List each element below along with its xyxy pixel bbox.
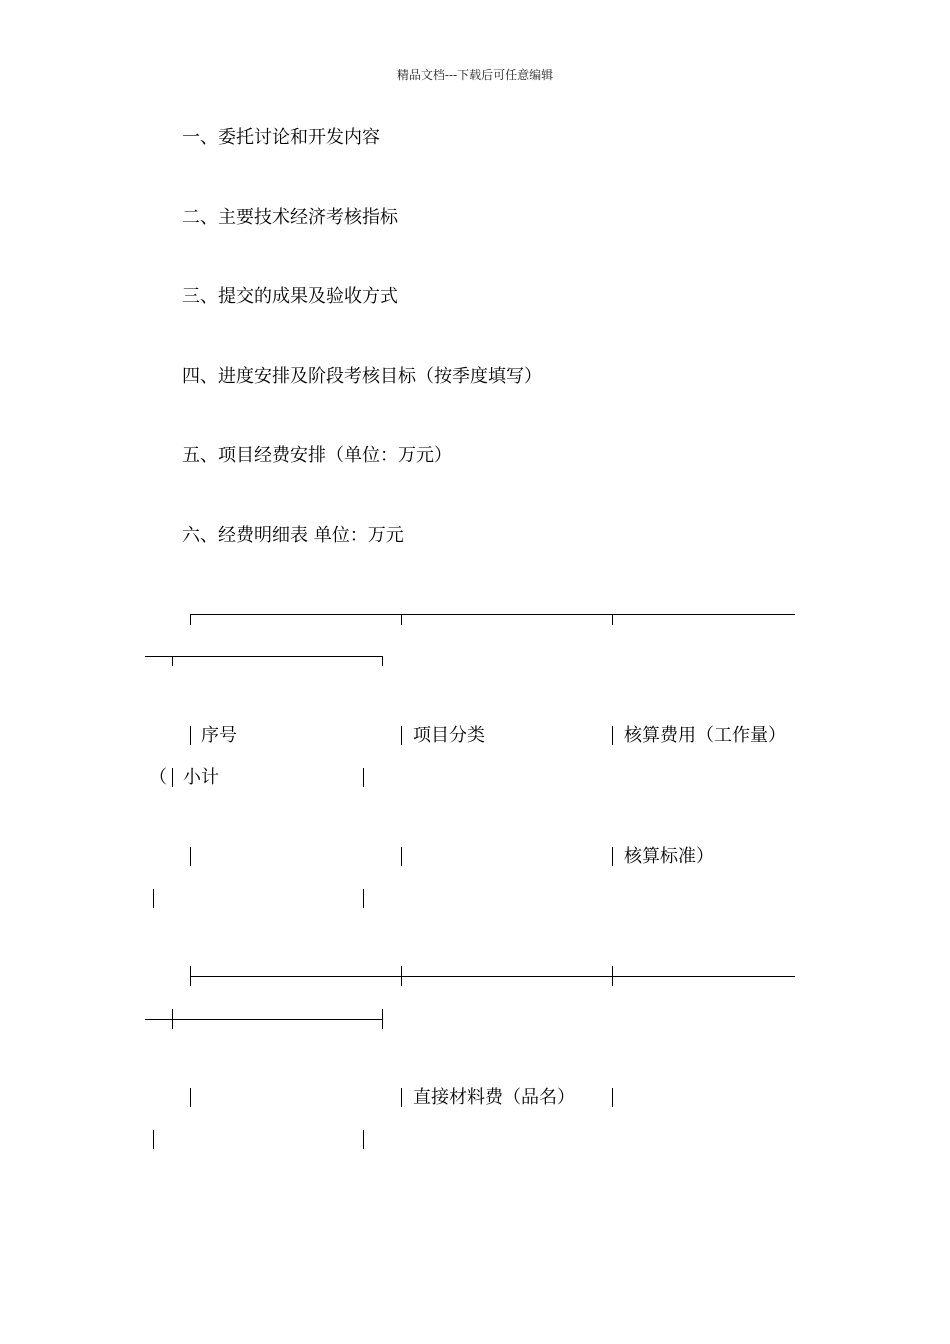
row-category-cell: 直接材料费（品名）	[413, 1087, 575, 1108]
section-6-heading: 六、经费明细表 单位：万元	[182, 525, 404, 546]
col-header-category: 项目分类	[413, 725, 485, 746]
section-4-heading: 四、进度安排及阶段考核目标（按季度填写）	[182, 366, 542, 387]
page-watermark-header: 精品文档---下载后可任意编辑	[396, 68, 554, 82]
section-2-heading: 二、主要技术经济考核指标	[182, 207, 398, 228]
section-3-heading: 三、提交的成果及验收方式	[182, 286, 398, 307]
section-1-heading: 一、委托讨论和开发内容	[182, 127, 380, 148]
section-5-heading: 五、项目经费安排（单位：万元）	[182, 445, 452, 466]
col-header-accounting-standard: 核算标准）	[624, 846, 714, 867]
col-header-open-paren: （	[149, 767, 167, 788]
col-header-accounting-cost: 核算费用（工作量）	[624, 725, 786, 746]
col-header-subtotal: 小计	[183, 767, 219, 788]
col-header-seq: 序号	[201, 725, 237, 746]
